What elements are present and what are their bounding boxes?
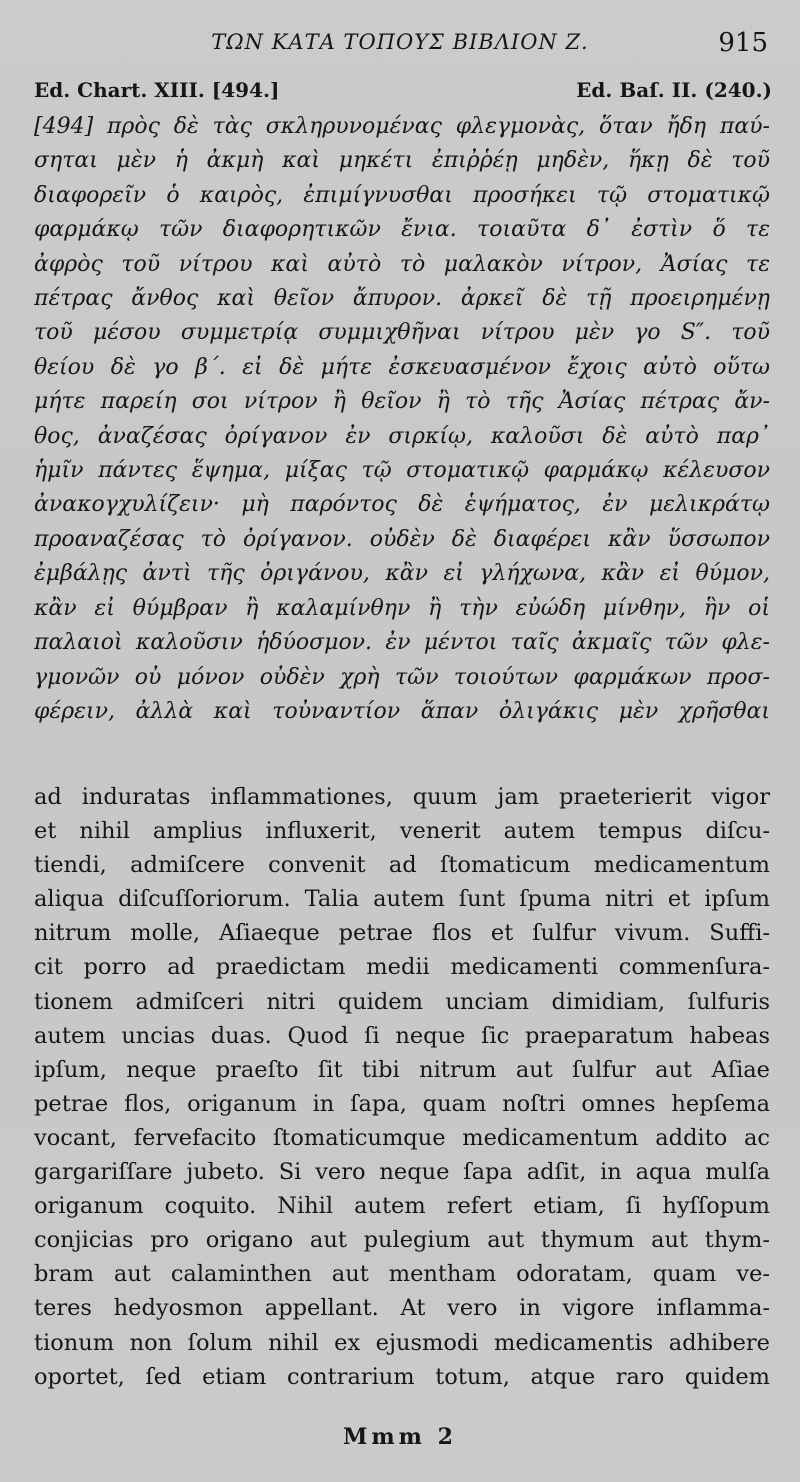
greek-line: σηται μὲν ἡ ἀκμὴ καὶ μηκέτι ἐπιῤῥέῃ μηδὲν, ἥκῃ δὲ τοῦ <box>34 148 770 174</box>
greek-text-block <box>34 110 770 729</box>
greek-line: πέτρας ἄνθος καὶ θεῖον ἄπυρον. ἀρκεῖ δὲ τῇ προειρημένῃ <box>34 286 770 312</box>
greek-line: διαφορεῖν ὁ καιρὸς, ἐπιμίγνυσθαι προσήκει τῷ στοματικῷ <box>34 182 770 208</box>
greek-line: θείου δὲ γο β΄. εἰ δὲ μήτε ἐσκευασμένον ἔχοις αὐτὸ οὕτω <box>34 354 770 380</box>
greek-line: κἂν εἰ θύμβραν ἢ καλαμίνθην ἢ τὴν εὐώδη μίνθην, ἣν οἱ <box>34 595 770 621</box>
greek-line: παλαιοὶ καλοῦσιν ἡδύοσμον. ἐν μέντοι ταῖς ἀκμαῖς τῶν φλε- <box>34 630 770 656</box>
latin-line: autem uncias duas. Quod ſi neque ſic praeparatum habeas <box>34 1022 770 1049</box>
latin-line: nitrum molle, Aſiaeque petrae flos et ſulfur vivum. Suffi- <box>34 920 770 947</box>
greek-line: φέρειν, ἀλλὰ καὶ τοὐναντίον ἅπαν ὀλιγάκις μὲν χρῆσθαι <box>34 698 770 724</box>
latin-line: origanum coquito. Nihil autem refert etiam, ſi hyſſopum <box>34 1193 770 1220</box>
greek-line: ἐμβάλῃς ἀντὶ τῆς ὀριγάνου, κἂν εἰ γλήχωνα, κἂν εἰ θύμον, <box>34 561 770 587</box>
latin-line: ad induratas inflammationes, quum jam praeterierit vigor <box>34 784 770 810</box>
printer-signature-mark: Mmm 2 <box>343 1424 457 1450</box>
greek-line: ἀνακογχυλίζειν· μὴ παρόντος δὲ ἑψήματος, ἐν μελικράτῳ <box>34 492 770 518</box>
running-header-title: ΤΩΝ ΚΑΤΑ ΤΟΠΟΥΣ ΒΙΒΛΙΟΝ Ζ. <box>211 30 589 54</box>
greek-line: ἀφρὸς τοῦ νίτρου καὶ αὐτὸ τὸ μαλακὸν νίτρον, Ἀσίας τε <box>34 251 770 277</box>
greek-line: θος, ἀναζέσας ὀρίγανον ἐν σιρκίῳ, καλοῦσι δὲ αὐτὸ παρ᾽ <box>34 423 770 449</box>
latin-line: oportet, ſed etiam contrarium totum, atque raro quidem <box>34 1363 770 1390</box>
greek-line: προαναζέσας τὸ ὀρίγανον. οὐδὲν δὲ διαφέρει κἂν ὕσσωπον <box>34 526 770 552</box>
latin-line: petrae flos, origanum in ſapa, quam noſtri omnes hepſema <box>34 1090 770 1117</box>
greek-line: [494] πρὸς δὲ τὰς σκληρυνομένας φλεγμονὰς, ὅταν ἤδη παύ- <box>34 114 770 139</box>
latin-line: tionum non ſolum nihil ex ejusmodi medicamentis adhibere <box>34 1329 770 1356</box>
greek-line: τοῦ μέσου συμμετρίᾳ συμμιχθῆναι νίτρου μὲν γο S″. τοῦ <box>34 320 770 346</box>
latin-line: et nihil amplius influxerit, venerit autem tempus diſcu- <box>34 818 770 845</box>
latin-line: aliqua diſcuſſoriorum. Talia autem ſunt ſpuma nitri et ipſum <box>34 886 770 913</box>
greek-line: μήτε παρείη σοι νίτρον ἢ θεῖον ἢ τὸ τῆς Ἀσίας πέτρας ἄν- <box>34 389 770 415</box>
latin-line: teres hedyosmon appellant. At vero in vigore inflamma- <box>34 1295 770 1322</box>
greek-line: γμονῶν οὐ μόνον οὐδὲν χρὴ τῶν τοιούτων φαρμάκων προσ- <box>34 664 770 690</box>
edition-basel: Ed. Baſ. II. (240.) <box>576 78 772 102</box>
latin-line: cit porro ad praedictam medii medicamenti commenſura- <box>34 954 770 981</box>
latin-line: ipſum, neque praeſto ſit tibi nitrum aut ſulfur aut Aſiae <box>34 1056 770 1083</box>
latin-line: tionem admiſceri nitri quidem unciam dimidiam, ſulfuris <box>34 988 770 1015</box>
latin-line: bram aut calaminthen aut mentham odoratam, quam ve- <box>34 1261 770 1288</box>
latin-text-block <box>34 780 770 1394</box>
greek-line: φαρμάκῳ τῶν διαφορητικῶν ἔνια. τοιαῦτα δ᾽ ἐστὶν ὅ τε <box>34 217 770 243</box>
latin-line: gargariſſare jubeto. Si vero neque ſapa adſit, in aqua mulſa <box>34 1159 770 1186</box>
page-number: 915 <box>718 28 768 58</box>
latin-line: conjicias pro origano aut pulegium aut thymum aut thym- <box>34 1227 770 1254</box>
greek-line: ἡμῖν πάντες ἕψημα, μίξας τῷ στοματικῷ φαρμάκῳ κέλευσον <box>34 458 770 484</box>
latin-line: tiendi, admiſcere convenit ad ſtomaticum medicamentum <box>34 852 770 879</box>
edition-chartier: Ed. Chart. XIII. [494.] <box>34 78 280 102</box>
latin-line: vocant, fervefacito ſtomaticumque medicamentum addito ac <box>34 1124 770 1151</box>
